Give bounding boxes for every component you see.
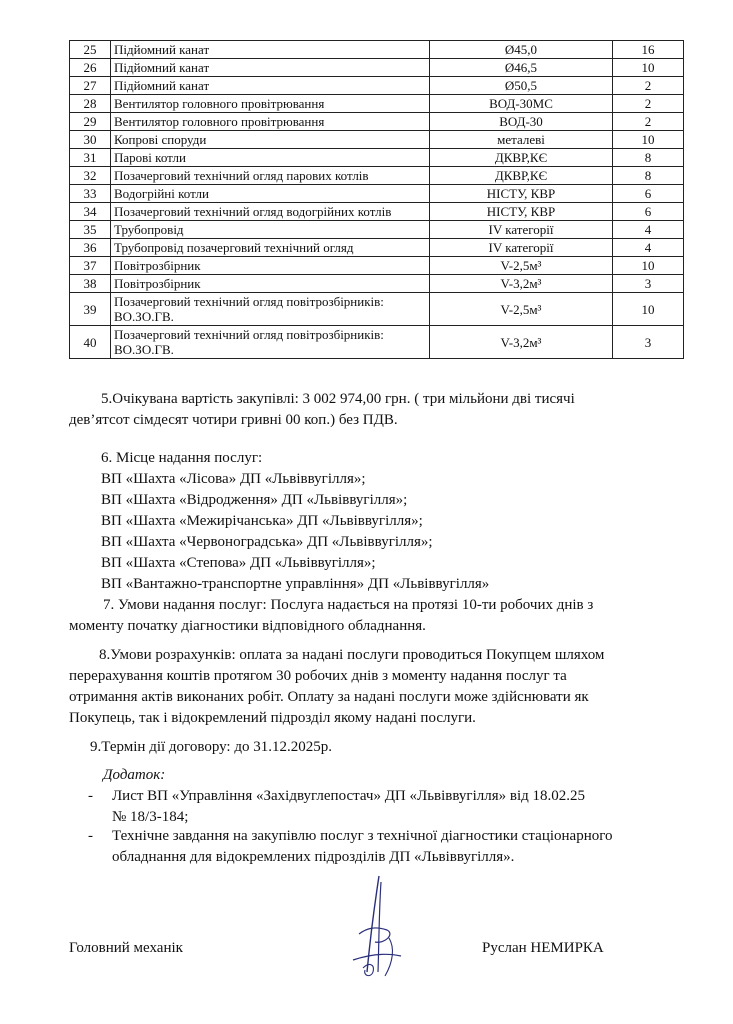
equipment-type-cell: ДКВР,КЄ [430, 167, 613, 185]
signer-name: Руслан НЕМИРКА [482, 940, 604, 956]
quantity-cell: 4 [613, 239, 684, 257]
equipment-name-cell: Позачерговий технічний огляд повітрозбірників: ВО.ЗО.ГВ. [111, 293, 430, 326]
appendix-item-1 [88, 786, 688, 828]
equipment-name-cell: Повітрозбірник [111, 257, 430, 275]
section-8-line-3: отримання актів виконаних робіт. Оплату за надані послуги може здійснювати як [69, 689, 589, 705]
row-number-cell: 25 [70, 41, 111, 59]
location-item: ВП «Шахта «Степова» ДП «Львіввугілля»; [101, 555, 376, 571]
location-item: ВП «Шахта «Червоноградська» ДП «Львіввугілля»; [101, 534, 433, 550]
equipment-type-cell: Ø50,5 [430, 77, 613, 95]
table-row [70, 221, 684, 239]
row-number-cell: 26 [70, 59, 111, 77]
quantity-cell: 3 [613, 326, 684, 359]
appendix-item-2 [88, 826, 688, 868]
table-row [70, 203, 684, 221]
quantity-cell: 3 [613, 275, 684, 293]
equipment-type-cell: IV категорії [430, 221, 613, 239]
equipment-type-cell: V-2,5м³ [430, 257, 613, 275]
appendix-item-2-line-1: Технічне завдання на закупівлю послуг з технічної діагностики стаціонарного [112, 828, 613, 844]
row-number-cell: 38 [70, 275, 111, 293]
quantity-cell: 8 [613, 167, 684, 185]
equipment-name-cell: Позачерговий технічний огляд парових котлів [111, 167, 430, 185]
equipment-name-cell: Копрові споруди [111, 131, 430, 149]
equipment-table [69, 40, 684, 359]
section-7-line-1: 7. Умови надання послуг: Послуга надається на протязі 10-ти робочих днів з [103, 597, 594, 613]
quantity-cell: 2 [613, 113, 684, 131]
table-row [70, 59, 684, 77]
table-row [70, 95, 684, 113]
signer-position: Головний механік [69, 940, 183, 956]
equipment-type-cell: V-3,2м³ [430, 326, 613, 359]
appendix-title [103, 765, 303, 786]
row-number-cell: 31 [70, 149, 111, 167]
equipment-type-cell: V-2,5м³ [430, 293, 613, 326]
row-number-cell: 32 [70, 167, 111, 185]
row-number-cell: 29 [70, 113, 111, 131]
quantity-cell: 10 [613, 293, 684, 326]
row-number-cell: 34 [70, 203, 111, 221]
row-number-cell: 33 [70, 185, 111, 203]
quantity-cell: 2 [613, 77, 684, 95]
table-row [70, 185, 684, 203]
table-row [70, 257, 684, 275]
quantity-cell: 10 [613, 59, 684, 77]
table-row [70, 293, 684, 326]
equipment-type-cell: IV категорії [430, 239, 613, 257]
row-number-cell: 36 [70, 239, 111, 257]
equipment-name-cell: Позачерговий технічний огляд водогрійних котлів [111, 203, 430, 221]
table-row [70, 149, 684, 167]
equipment-type-cell: НІСТУ, КВР [430, 185, 613, 203]
location-item: ВП «Вантажно-транспортне управління» ДП «Львіввугілля» [101, 576, 490, 592]
equipment-name-cell: Водогрійні котли [111, 185, 430, 203]
section-7-conditions [69, 595, 685, 637]
section-6-title: 6. Місце надання послуг: [101, 450, 263, 466]
equipment-name-cell: Підйомний канат [111, 41, 430, 59]
equipment-type-cell: Ø46,5 [430, 59, 613, 77]
section-9-term [90, 737, 680, 758]
table-row [70, 239, 684, 257]
section-5-line-2: дев’ятсот сімдесят чотири гривні 00 коп.) без ПДВ. [69, 412, 398, 428]
quantity-cell: 6 [613, 185, 684, 203]
equipment-name-cell: Повітрозбірник [111, 275, 430, 293]
location-item: ВП «Шахта «Лісова» ДП «Львіввугілля»; [101, 471, 366, 487]
row-number-cell: 40 [70, 326, 111, 359]
appendix-item-1-line-1: Лист ВП «Управління «Західвуглепостач» ДП «Львіввугілля» від 18.02.25 [112, 788, 586, 804]
equipment-name-cell: Підйомний канат [111, 59, 430, 77]
table-row [70, 77, 684, 95]
equipment-name-cell: Парові котли [111, 149, 430, 167]
appendix-title-text: Додаток: [103, 767, 166, 783]
location-item: ВП «Шахта «Межирічанська» ДП «Львіввугілля»; [101, 513, 423, 529]
table-row [70, 275, 684, 293]
equipment-type-cell: V-3,2м³ [430, 275, 613, 293]
row-number-cell: 39 [70, 293, 111, 326]
quantity-cell: 10 [613, 131, 684, 149]
table-row [70, 131, 684, 149]
appendix-item-2-line-2: обладнання для відокремлених підрозділів ДП «Львіввугілля». [112, 849, 515, 865]
section-8-payment [69, 645, 685, 729]
section-7-line-2: моменту початку діагностики відповідного обладнання. [69, 618, 426, 634]
equipment-type-cell: ВОД-30МС [430, 95, 613, 113]
row-number-cell: 37 [70, 257, 111, 275]
section-9-text: 9.Термін дії договору: до 31.12.2025р. [90, 739, 332, 755]
location-item: ВП «Шахта «Відродження» ДП «Львіввугілля»; [101, 492, 408, 508]
section-8-line-4: Покупець, так і відокремлений підрозділ якому надані послуги. [69, 710, 476, 726]
equipment-type-cell: ДКВР,КЄ [430, 149, 613, 167]
equipment-name-cell: Підйомний канат [111, 77, 430, 95]
table-row [70, 41, 684, 59]
equipment-type-cell: НІСТУ, КВР [430, 203, 613, 221]
equipment-name-cell: Вентилятор головного провітрювання [111, 95, 430, 113]
section-8-line-2: перерахування коштів протягом 30 робочих днів з моменту надання послуг та [69, 668, 567, 684]
equipment-name-cell: Трубопровід [111, 221, 430, 239]
section-5-line-1: 5.Очікувана вартість закупівлі: 3 002 974,00 грн. ( три мільйони дві тисячі [101, 391, 575, 407]
equipment-type-cell: Ø45,0 [430, 41, 613, 59]
quantity-cell: 16 [613, 41, 684, 59]
equipment-type-cell: металеві [430, 131, 613, 149]
table-row [70, 326, 684, 359]
table-row [70, 113, 684, 131]
row-number-cell: 35 [70, 221, 111, 239]
equipment-name-cell: Трубопровід позачерговий технічний огляд [111, 239, 430, 257]
section-5-cost [69, 389, 685, 431]
quantity-cell: 10 [613, 257, 684, 275]
quantity-cell: 6 [613, 203, 684, 221]
dash-bullet: - [88, 828, 93, 844]
equipment-name-cell: Позачерговий технічний огляд повітрозбірників: ВО.ЗО.ГВ. [111, 326, 430, 359]
handwritten-signature [345, 872, 415, 982]
table-row [70, 167, 684, 185]
section-8-line-1: 8.Умови розрахунків: оплата за надані послуги проводиться Покупцем шляхом [99, 647, 605, 663]
equipment-table-body [70, 41, 684, 359]
equipment-name-cell: Вентилятор головного провітрювання [111, 113, 430, 131]
quantity-cell: 8 [613, 149, 684, 167]
appendix-item-1-line-2: № 18/3-184; [112, 809, 189, 825]
quantity-cell: 4 [613, 221, 684, 239]
row-number-cell: 27 [70, 77, 111, 95]
section-6-locations [101, 448, 681, 595]
row-number-cell: 28 [70, 95, 111, 113]
equipment-type-cell: ВОД-30 [430, 113, 613, 131]
row-number-cell: 30 [70, 131, 111, 149]
dash-bullet: - [88, 788, 93, 804]
quantity-cell: 2 [613, 95, 684, 113]
